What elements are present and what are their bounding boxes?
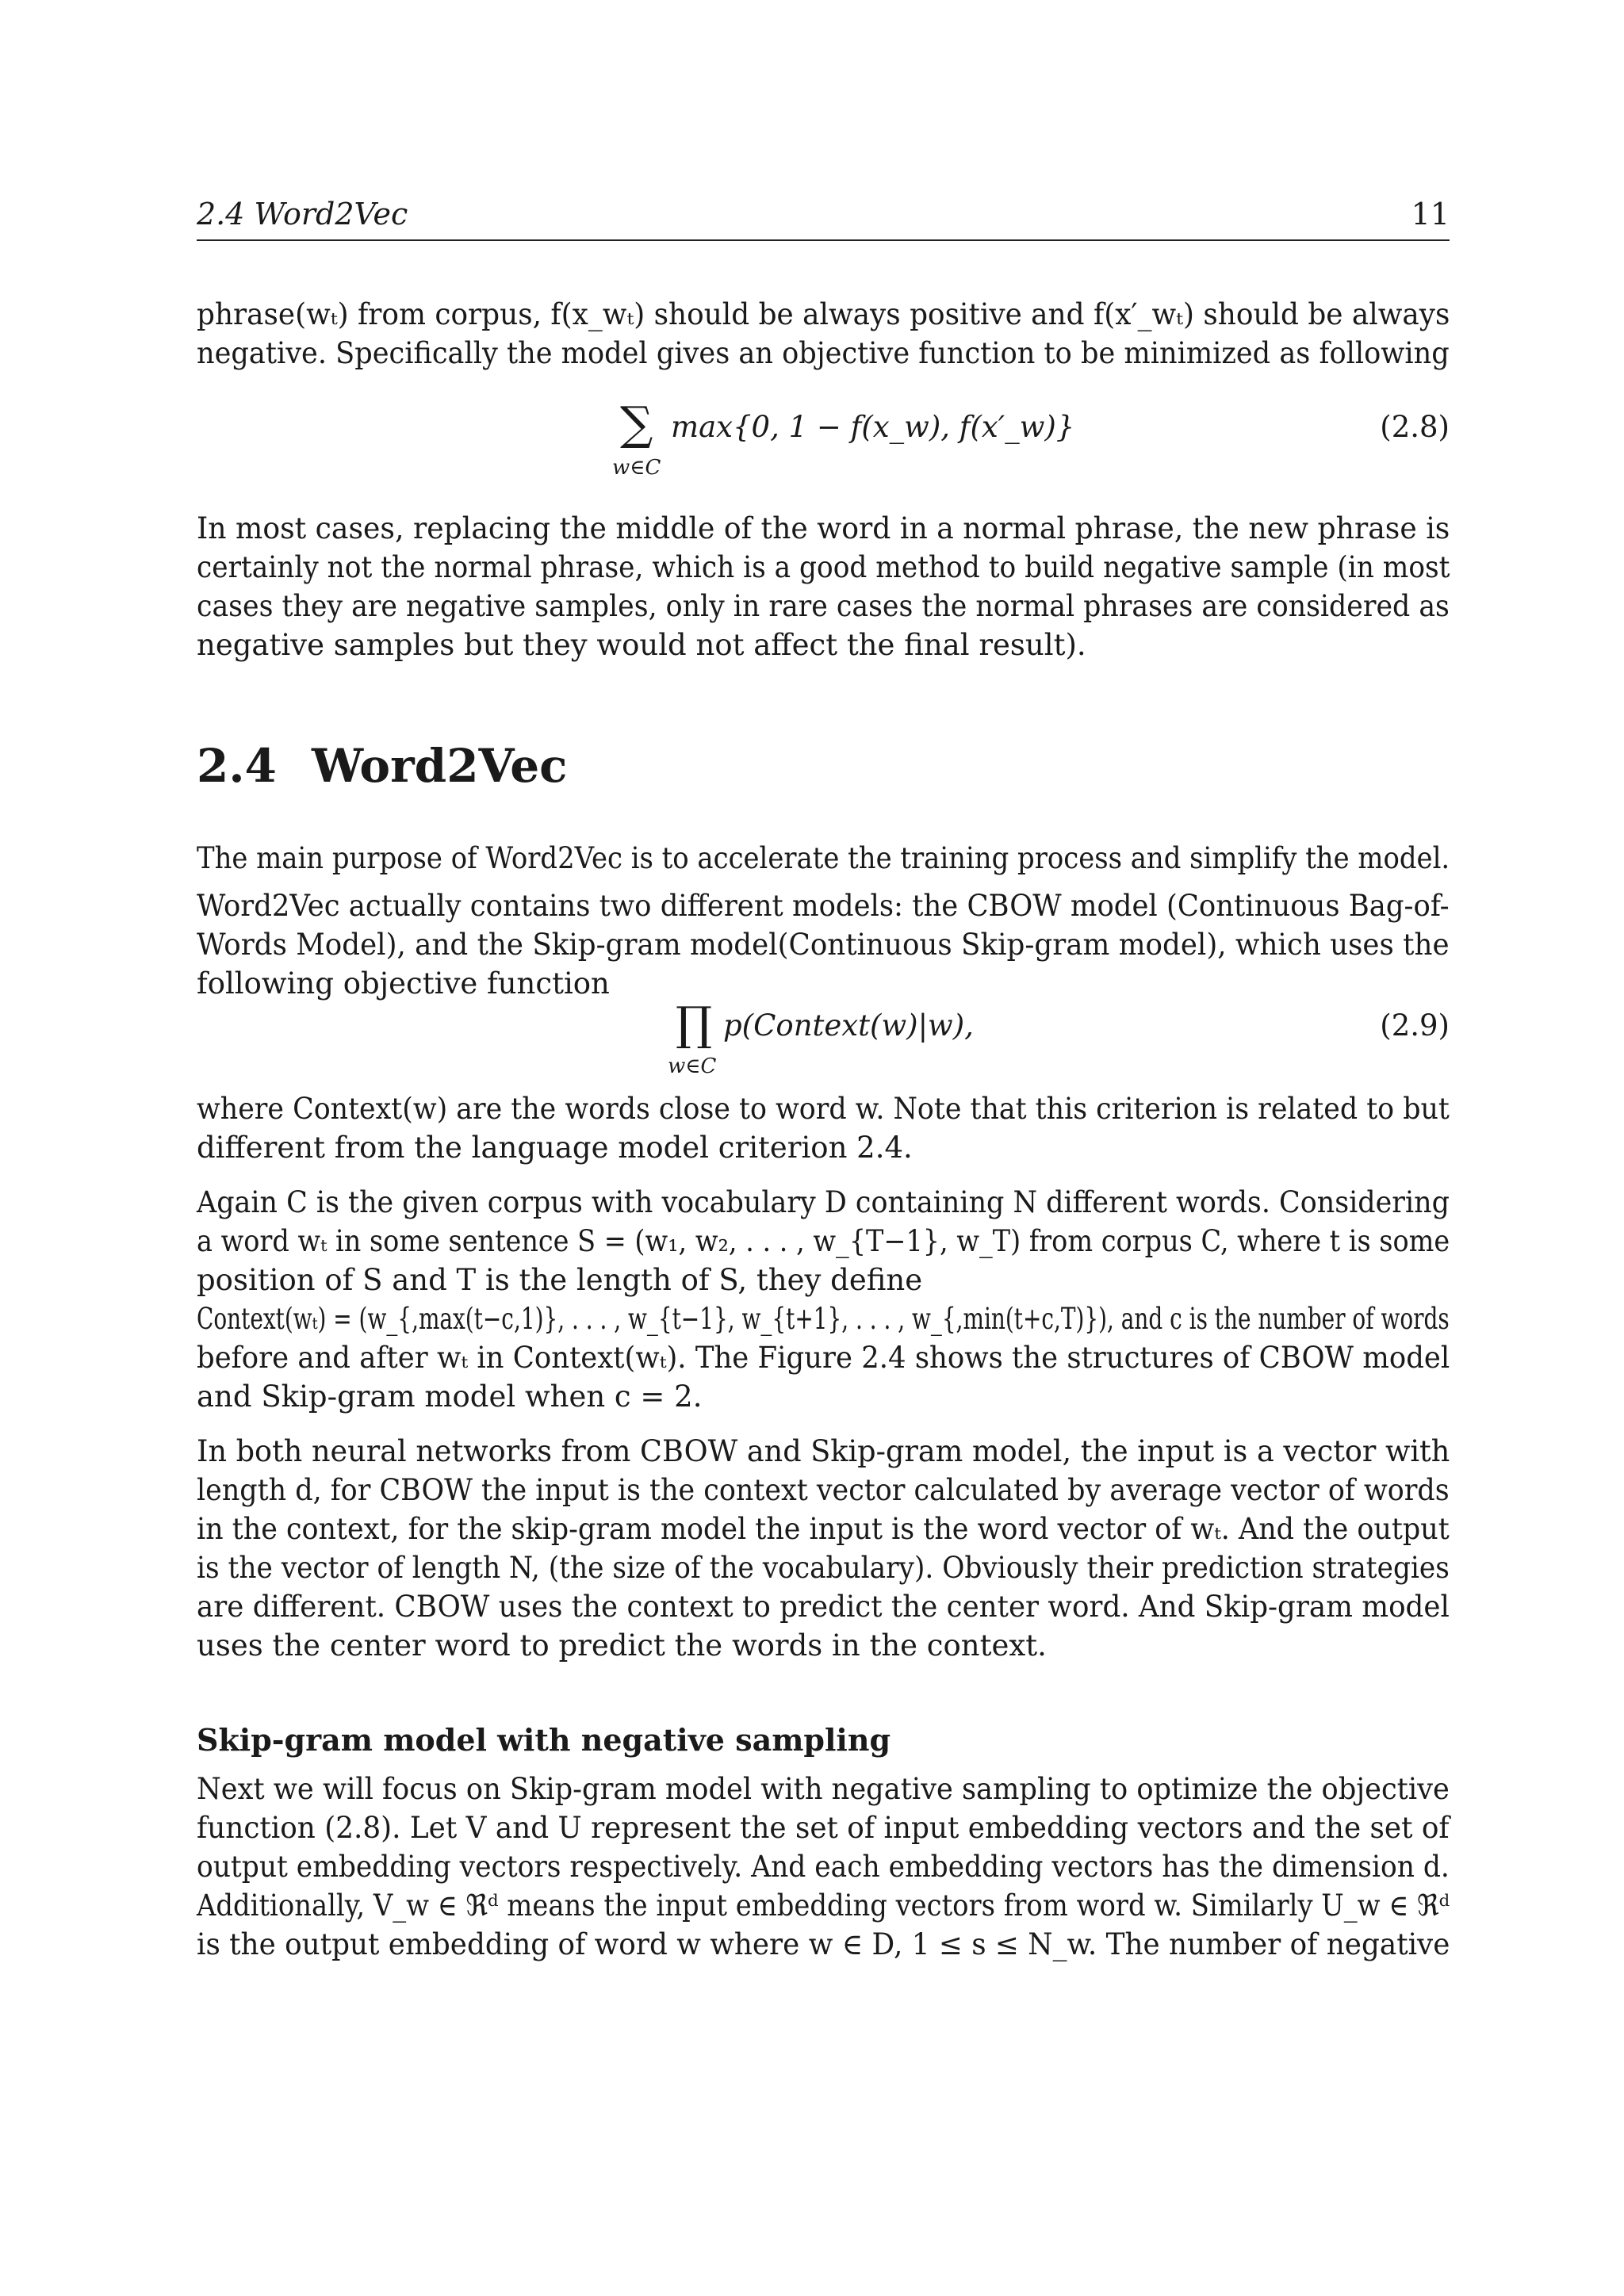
text-line: are different. CBOW uses the context to predict the center word. And Skip-gram model: [197, 1590, 1450, 1624]
text-line: In most cases, replacing the middle of the word in a normal phrase, the new phrase is: [197, 511, 1450, 545]
section-heading: [197, 739, 567, 793]
text-line: negative samples but they would not affect the final result).: [197, 628, 1086, 662]
text-line: Words Model), and the Skip-gram model(Continuous Skip-gram model), which uses the: [197, 928, 1450, 962]
equation-number: (2.9): [1380, 1008, 1450, 1043]
running-title: 2.4 Word2Vec: [197, 197, 408, 232]
equation-2-8: [197, 396, 1450, 480]
text-line: length d, for CBOW the input is the context vector calculated by average vector of words: [197, 1473, 1450, 1507]
text-line: certainly not the normal phrase, which is a good method to build negative sample (in most: [197, 550, 1450, 584]
product-symbol: ∏: [676, 997, 713, 1050]
paragraph-objective-intro: [197, 295, 1450, 373]
section-title-text: Word2Vec: [312, 739, 568, 793]
paragraph-neural-networks: [197, 1432, 1450, 1665]
running-header: [197, 197, 1450, 241]
text-line: different from the language model criterion 2.4.: [197, 1131, 913, 1165]
equation-subscript: w∈C: [612, 456, 661, 480]
text-line: in the context, for the skip-gram model the input is the word vector of wₜ. And the output: [197, 1512, 1450, 1546]
text-line: where Context(w) are the words close to word w. Note that this criterion is related to but: [197, 1092, 1450, 1126]
text-line: phrase(wₜ) from corpus, f(x_wₜ) should be always positive and f(x′_wₜ) should be always: [197, 297, 1450, 331]
text-line: Word2Vec actually contains two different models: the CBOW model (Continuous Bag-of-: [197, 889, 1450, 923]
text-line: output embedding vectors respectively. And each embedding vectors has the dimension d.: [197, 1850, 1450, 1884]
text-line: Additionally, V_w ∈ ℜᵈ means the input embedding vectors from word w. Similarly U_w ∈ ℜᵈ: [197, 1888, 1450, 1923]
equation-2-9: [197, 997, 1450, 1080]
text-line: a word wₜ in some sentence S = (w₁, w₂, . . . , w_{T−1}, w_T) from corpus C, where t is some: [197, 1224, 1450, 1258]
text-line: before and after wₜ in Context(wₜ). The Figure 2.4 shows the structures of CBOW model: [197, 1341, 1450, 1375]
text-line: is the vector of length N, (the size of the vocabulary). Obviously their prediction strategies: [197, 1551, 1450, 1585]
text-line: Context(wₜ) = (w_{,max(t−c,1)}, . . . , w_{t−1}, w_{t+1}, . . . , w_{,min(t+c,T)}), and c is the number of words: [197, 1302, 1450, 1336]
page-number: 11: [1411, 197, 1450, 232]
subsection-heading: Skip-gram model with negative sampling: [197, 1722, 891, 1758]
text-line: The main purpose of Word2Vec is to accelerate the training process and simplify the model.: [197, 841, 1450, 875]
section-number: 2.4: [197, 739, 277, 793]
text-line: and Skip-gram model when c = 2.: [197, 1380, 703, 1414]
text-line: negative. Specifically the model gives an objective function to be minimized as following: [197, 336, 1450, 370]
equation-number: (2.8): [1380, 410, 1450, 444]
summation-symbol: ∑: [620, 396, 653, 450]
paragraph-main-purpose: [197, 839, 1450, 878]
text-line: Next we will focus on Skip-gram model with negative sampling to optimize the objective: [197, 1772, 1450, 1806]
text-line: function (2.8). Let V and U represent the set of input embedding vectors and the set of: [197, 1811, 1450, 1845]
text-line: is the output embedding of word w where w ∈ D, 1 ≤ s ≤ N_w. The number of negative: [197, 1927, 1450, 1961]
text-line: position of S and T is the length of S, they define: [197, 1263, 923, 1297]
text-line: following objective function: [197, 966, 610, 1001]
paragraph-context-definition: [197, 1089, 1450, 1167]
paragraph-corpus: [197, 1183, 1450, 1416]
text-line: uses the center word to predict the words in the context.: [197, 1628, 1047, 1663]
paragraph-negative-sample: [197, 509, 1450, 664]
text-line: Again C is the given corpus with vocabulary D containing N different words. Considering: [197, 1185, 1450, 1219]
text-line: cases they are negative samples, only in rare cases the normal phrases are considered as: [197, 589, 1450, 623]
text-line: In both neural networks from CBOW and Skip-gram model, the input is a vector with: [197, 1434, 1450, 1468]
equation-body: p(Context(w)|w),: [723, 1008, 974, 1043]
equation-body: max{0, 1 − f(x_w), f(x′_w)}: [671, 410, 1075, 444]
paragraph-skip-gram-negative: [197, 1770, 1450, 1964]
equation-subscript: w∈C: [668, 1054, 717, 1078]
paragraph-two-models: [197, 886, 1450, 1003]
